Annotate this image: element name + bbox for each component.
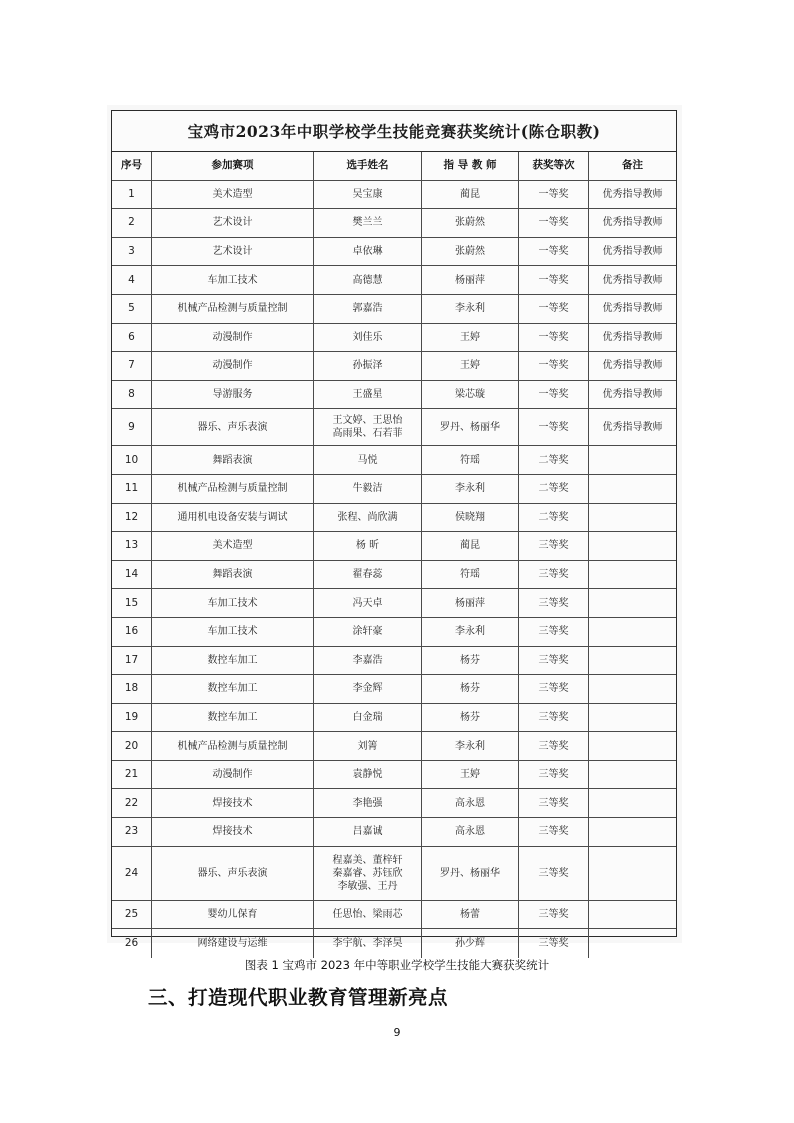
cell-contestant: 刘箐 (314, 732, 422, 760)
table-row (112, 929, 676, 958)
table-row (112, 561, 676, 590)
cell-award-level: 一等奖 (519, 352, 589, 380)
cell-instructor: 王婷 (422, 352, 519, 380)
table-row (112, 504, 676, 533)
table-row (112, 266, 676, 295)
cell-remark (589, 761, 676, 789)
cell-remark (589, 446, 676, 474)
cell-event: 艺术设计 (152, 238, 314, 266)
table-row (112, 847, 676, 901)
cell-instructor: 李永利 (422, 732, 519, 760)
cell-event: 动漫制作 (152, 761, 314, 789)
table-row (112, 295, 676, 324)
cell-event: 婴幼儿保育 (152, 901, 314, 929)
cell-contestant: 袁静悦 (314, 761, 422, 789)
cell-contestant: 吴宝康 (314, 181, 422, 209)
cell-event: 车加工技术 (152, 266, 314, 294)
cell-instructor: 杨丽萍 (422, 589, 519, 617)
cell-award-level: 一等奖 (519, 295, 589, 323)
cell-serial-no: 23 (112, 818, 152, 846)
cell-contestant: 王盛星 (314, 381, 422, 409)
cell-serial-no: 6 (112, 324, 152, 352)
cell-contestant: 孙振泽 (314, 352, 422, 380)
cell-remark (589, 532, 676, 560)
header-event: 参加赛项 (152, 152, 314, 180)
cell-remark: 优秀指导教师 (602, 246, 663, 258)
cell-contestant: 白金瑞 (314, 704, 422, 732)
cell-serial-no: 13 (112, 532, 152, 560)
cell-event: 焊接技术 (152, 789, 314, 817)
cell-instructor: 杨丽萍 (422, 266, 519, 294)
cell-remark (589, 732, 676, 760)
cell-instructor: 蔺昆 (422, 532, 519, 560)
cell-award-level: 三等奖 (519, 929, 589, 958)
cell-instructor: 罗丹、杨丽华 (422, 847, 519, 900)
table-row (112, 324, 676, 353)
cell-instructor: 张蔚然 (422, 238, 519, 266)
table-row (112, 761, 676, 790)
cell-instructor: 杨芬 (422, 704, 519, 732)
cell-instructor: 李永利 (422, 475, 519, 503)
cell-event: 车加工技术 (152, 589, 314, 617)
cell-serial-no: 8 (112, 381, 152, 409)
cell-contestant: 李宇航、李泽昊 (314, 929, 422, 958)
table-row (112, 409, 676, 446)
cell-event: 数控车加工 (152, 675, 314, 703)
cell-instructor: 孙少辉 (422, 929, 519, 958)
cell-serial-no: 26 (112, 929, 152, 958)
cell-event: 器乐、声乐表演 (152, 409, 314, 445)
cell-award-level: 二等奖 (519, 504, 589, 532)
header-award-level: 获奖等次 (519, 152, 589, 180)
cell-instructor: 李永利 (422, 295, 519, 323)
cell-serial-no: 7 (112, 352, 152, 380)
cell-remark: 优秀指导教师 (602, 331, 663, 343)
cell-event: 网络建设与运维 (152, 929, 314, 958)
cell-serial-no: 10 (112, 446, 152, 474)
cell-instructor: 符瑶 (422, 446, 519, 474)
figure-caption: 图表 1 宝鸡市 2023 年中等职业学校学生技能大赛获奖统计 (244, 958, 550, 972)
cell-award-level: 三等奖 (519, 847, 589, 900)
cell-award-level: 二等奖 (519, 446, 589, 474)
header-contestant: 选手姓名 (314, 152, 422, 180)
cell-instructor: 高永恩 (422, 789, 519, 817)
cell-remark (589, 675, 676, 703)
cell-serial-no: 20 (112, 732, 152, 760)
cell-serial-no: 3 (112, 238, 152, 266)
cell-contestant: 程嘉美、董梓轩 秦嘉睿、苏钰欣 李敏强、王丹 (314, 847, 422, 900)
cell-contestant: 李艳强 (314, 789, 422, 817)
cell-event: 导游服务 (152, 381, 314, 409)
cell-serial-no: 24 (112, 847, 152, 900)
cell-award-level: 一等奖 (519, 381, 589, 409)
table-row (112, 789, 676, 818)
cell-award-level: 三等奖 (519, 818, 589, 846)
table-row (112, 647, 676, 676)
cell-contestant: 冯天卓 (314, 589, 422, 617)
cell-event: 机械产品检测与质量控制 (152, 295, 314, 323)
table-row (112, 675, 676, 704)
cell-contestant: 杨 昕 (314, 532, 422, 560)
cell-instructor: 侯晓翔 (422, 504, 519, 532)
table-row (112, 209, 676, 238)
cell-contestant: 涂轩豪 (314, 618, 422, 646)
cell-instructor: 李永利 (422, 618, 519, 646)
cell-remark (589, 929, 676, 958)
cell-serial-no: 4 (112, 266, 152, 294)
table-row (112, 618, 676, 647)
cell-remark (589, 901, 676, 929)
cell-event: 艺术设计 (152, 209, 314, 237)
cell-instructor: 符瑶 (422, 561, 519, 589)
cell-event: 动漫制作 (152, 324, 314, 352)
cell-award-level: 一等奖 (519, 209, 589, 237)
cell-remark: 优秀指导教师 (602, 274, 663, 286)
cell-instructor: 杨蕾 (422, 901, 519, 929)
cell-instructor: 梁芯璇 (422, 381, 519, 409)
cell-serial-no: 21 (112, 761, 152, 789)
cell-remark (589, 789, 676, 817)
cell-event: 机械产品检测与质量控制 (152, 732, 314, 760)
cell-remark: 优秀指导教师 (602, 188, 663, 200)
header-remark: 备注 (622, 159, 643, 172)
cell-event: 美术造型 (152, 532, 314, 560)
cell-serial-no: 18 (112, 675, 152, 703)
cell-contestant: 卓依琳 (314, 238, 422, 266)
cell-remark (589, 647, 676, 675)
cell-remark (589, 618, 676, 646)
header-serial-no: 序号 (112, 152, 152, 180)
table-row (112, 352, 676, 381)
cell-remark: 优秀指导教师 (602, 303, 663, 315)
table-row (112, 818, 676, 847)
cell-remark (589, 561, 676, 589)
cell-event: 通用机电设备安装与调试 (152, 504, 314, 532)
cell-contestant: 李金辉 (314, 675, 422, 703)
cell-remark (589, 504, 676, 532)
cell-contestant: 翟春蕊 (314, 561, 422, 589)
cell-remark (589, 818, 676, 846)
table-row (112, 901, 676, 930)
table-row (112, 589, 676, 618)
cell-serial-no: 15 (112, 589, 152, 617)
cell-award-level: 三等奖 (519, 761, 589, 789)
cell-instructor: 高永恩 (422, 818, 519, 846)
table-row (112, 181, 676, 210)
cell-event: 舞蹈表演 (152, 561, 314, 589)
table-title: 宝鸡市2023年中职学校学生技能竞赛获奖统计(陈仓职教) (112, 111, 676, 152)
cell-serial-no: 25 (112, 901, 152, 929)
table-row (112, 446, 676, 475)
cell-contestant: 王文婷、王思怡 高雨果、石若菲 (314, 409, 422, 445)
cell-remark (589, 475, 676, 503)
cell-remark: 优秀指导教师 (602, 421, 663, 433)
award-statistics-table (111, 110, 677, 950)
cell-award-level: 三等奖 (519, 618, 589, 646)
cell-award-level: 三等奖 (519, 732, 589, 760)
cell-award-level: 一等奖 (519, 409, 589, 445)
cell-award-level: 三等奖 (519, 532, 589, 560)
cell-instructor: 杨芬 (422, 675, 519, 703)
cell-event: 数控车加工 (152, 704, 314, 732)
cell-serial-no: 9 (112, 409, 152, 445)
table-body (112, 181, 676, 958)
cell-contestant: 李嘉浩 (314, 647, 422, 675)
cell-event: 数控车加工 (152, 647, 314, 675)
cell-award-level: 三等奖 (519, 704, 589, 732)
cell-event: 机械产品检测与质量控制 (152, 475, 314, 503)
cell-event: 舞蹈表演 (152, 446, 314, 474)
cell-serial-no: 11 (112, 475, 152, 503)
cell-serial-no: 16 (112, 618, 152, 646)
cell-contestant: 刘佳乐 (314, 324, 422, 352)
cell-serial-no: 5 (112, 295, 152, 323)
table-row (112, 704, 676, 733)
cell-contestant: 高德慧 (314, 266, 422, 294)
table-row (112, 238, 676, 267)
cell-award-level: 三等奖 (519, 901, 589, 929)
cell-award-level: 一等奖 (519, 238, 589, 266)
cell-remark: 优秀指导教师 (602, 389, 663, 401)
cell-instructor: 罗丹、杨丽华 (422, 409, 519, 445)
cell-serial-no: 22 (112, 789, 152, 817)
cell-award-level: 一等奖 (519, 266, 589, 294)
cell-contestant: 任思怡、梁雨芯 (314, 901, 422, 929)
cell-remark: 优秀指导教师 (602, 217, 663, 229)
cell-instructor: 王婷 (422, 324, 519, 352)
cell-serial-no: 17 (112, 647, 152, 675)
cell-remark: 优秀指导教师 (602, 360, 663, 372)
cell-award-level: 一等奖 (519, 181, 589, 209)
page-number: 9 (393, 1026, 401, 1039)
cell-event: 焊接技术 (152, 818, 314, 846)
cell-serial-no: 12 (112, 504, 152, 532)
cell-award-level: 三等奖 (519, 647, 589, 675)
cell-contestant: 吕嘉诚 (314, 818, 422, 846)
cell-event: 器乐、声乐表演 (152, 847, 314, 900)
header-instructor: 指 导 教 师 (422, 152, 519, 180)
cell-instructor: 张蔚然 (422, 209, 519, 237)
cell-event: 动漫制作 (152, 352, 314, 380)
cell-instructor: 蔺昆 (422, 181, 519, 209)
cell-contestant: 张程、尚欣满 (314, 504, 422, 532)
cell-instructor: 杨芬 (422, 647, 519, 675)
cell-contestant: 郭嘉浩 (314, 295, 422, 323)
cell-serial-no: 1 (112, 181, 152, 209)
cell-remark (589, 704, 676, 732)
table-row (112, 732, 676, 761)
award-table-figure (107, 105, 682, 950)
cell-instructor: 王婷 (422, 761, 519, 789)
section-heading: 三、打造现代职业教育管理新亮点 (148, 986, 449, 1009)
cell-award-level: 三等奖 (519, 789, 589, 817)
cell-contestant: 马悦 (314, 446, 422, 474)
cell-award-level: 三等奖 (519, 589, 589, 617)
table-row (112, 475, 676, 504)
cell-award-level: 三等奖 (519, 561, 589, 589)
cell-event: 美术造型 (152, 181, 314, 209)
table-header-row (112, 152, 676, 181)
cell-remark (589, 589, 676, 617)
cell-serial-no: 14 (112, 561, 152, 589)
cell-contestant: 牛毅洁 (314, 475, 422, 503)
cell-event: 车加工技术 (152, 618, 314, 646)
cell-award-level: 三等奖 (519, 675, 589, 703)
cell-award-level: 一等奖 (519, 324, 589, 352)
cell-serial-no: 2 (112, 209, 152, 237)
cell-award-level: 二等奖 (519, 475, 589, 503)
table-row (112, 381, 676, 410)
table-row (112, 532, 676, 561)
cell-contestant: 樊兰兰 (314, 209, 422, 237)
cell-serial-no: 19 (112, 704, 152, 732)
cell-remark (589, 847, 676, 900)
